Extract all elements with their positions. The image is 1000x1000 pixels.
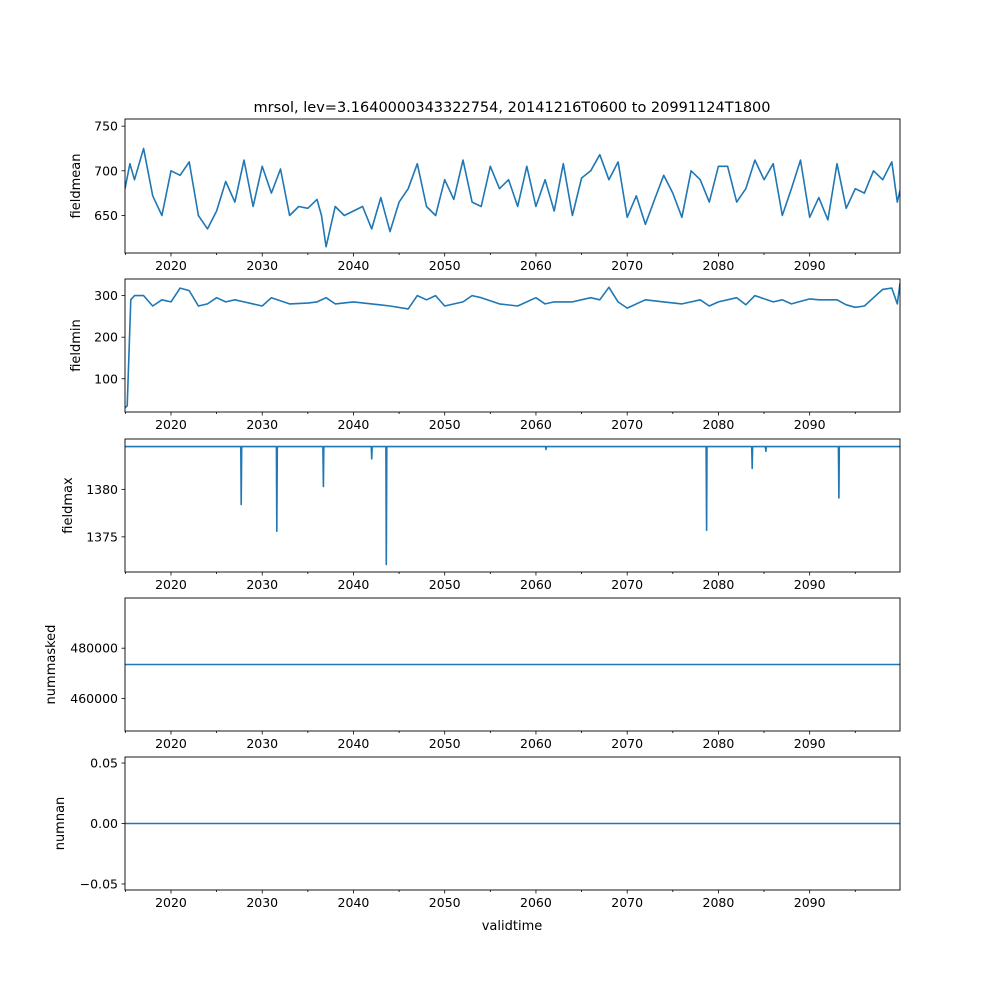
chart-title: mrsol, lev=3.1640000343322754, 20141216T0600 to 20991124T1800 — [253, 100, 771, 116]
x-tick-label: 2040 — [337, 577, 370, 592]
x-axis-label: validtime — [481, 919, 543, 934]
x-tick-label: 2070 — [611, 736, 644, 751]
x-tick-label: 2060 — [520, 895, 552, 910]
x-tick-label: 2030 — [246, 577, 279, 592]
y-tick-label: 200 — [94, 329, 118, 345]
x-tick-label: 2080 — [702, 736, 735, 751]
y-axis-label: fieldmax — [61, 477, 76, 534]
series-line-fieldmax — [125, 447, 900, 565]
x-tick-label: 2050 — [428, 895, 461, 910]
y-axis-label: numnan — [53, 796, 68, 851]
y-tick-label: 750 — [94, 118, 118, 134]
x-tick-label: 2050 — [428, 577, 461, 592]
x-tick-label: 2090 — [793, 577, 826, 592]
y-tick-label: −0.05 — [79, 876, 118, 892]
x-tick-label: 2040 — [337, 258, 370, 273]
x-tick-label: 2060 — [520, 736, 552, 751]
y-axis-label: fieldmean — [69, 153, 84, 219]
x-tick-label: 2020 — [155, 417, 187, 432]
x-tick-label: 2050 — [428, 736, 461, 751]
x-tick-label: 2090 — [793, 895, 826, 910]
series-line-fieldmin — [125, 283, 900, 408]
y-tick-label: 1380 — [86, 481, 118, 497]
y-tick-label: 650 — [94, 207, 118, 223]
x-tick-label: 2070 — [611, 417, 644, 432]
x-tick-label: 2080 — [702, 577, 735, 592]
subplot-nummasked — [44, 598, 900, 751]
x-tick-label: 2020 — [155, 577, 187, 592]
y-tick-label: 460000 — [70, 690, 118, 706]
x-tick-label: 2080 — [702, 895, 735, 910]
x-tick-label: 2060 — [520, 577, 552, 592]
y-tick-label: 300 — [94, 288, 118, 304]
y-axis-label: nummasked — [44, 624, 59, 705]
x-tick-label: 2040 — [337, 895, 370, 910]
x-tick-label: 2030 — [246, 417, 279, 432]
x-tick-label: 2040 — [337, 736, 370, 751]
x-tick-label: 2020 — [155, 736, 187, 751]
x-tick-label: 2040 — [337, 417, 370, 432]
x-tick-label: 2030 — [246, 736, 279, 751]
x-tick-label: 2090 — [793, 417, 826, 432]
x-tick-label: 2060 — [520, 417, 552, 432]
x-tick-label: 2050 — [428, 258, 461, 273]
y-tick-label: 1375 — [86, 529, 118, 545]
subplot-fieldmax — [61, 439, 900, 592]
y-tick-label: 100 — [94, 371, 118, 387]
x-tick-label: 2050 — [428, 417, 461, 432]
x-tick-label: 2060 — [520, 258, 552, 273]
x-tick-label: 2080 — [702, 417, 735, 432]
subplot-fieldmean — [69, 119, 900, 273]
axes-frame — [125, 119, 900, 253]
y-tick-label: 0.05 — [90, 755, 118, 771]
x-tick-label: 2090 — [793, 258, 826, 273]
y-tick-label: 480000 — [70, 640, 118, 656]
x-tick-label: 2030 — [246, 895, 279, 910]
x-tick-label: 2030 — [246, 258, 279, 273]
x-tick-label: 2020 — [155, 258, 187, 273]
x-tick-label: 2070 — [611, 258, 644, 273]
x-tick-label: 2070 — [611, 895, 644, 910]
x-tick-label: 2070 — [611, 577, 644, 592]
axes-frame — [125, 279, 900, 412]
subplot-panels — [44, 119, 900, 910]
x-tick-label: 2080 — [702, 258, 735, 273]
y-axis-label: fieldmin — [69, 319, 84, 372]
series-line-fieldmean — [125, 149, 900, 247]
x-tick-label: 2020 — [155, 895, 187, 910]
subplot-fieldmin — [69, 279, 900, 432]
y-tick-label: 700 — [94, 163, 118, 179]
y-tick-label: 0.00 — [90, 816, 118, 831]
subplot-numnan — [53, 756, 900, 910]
x-tick-label: 2090 — [793, 736, 826, 751]
